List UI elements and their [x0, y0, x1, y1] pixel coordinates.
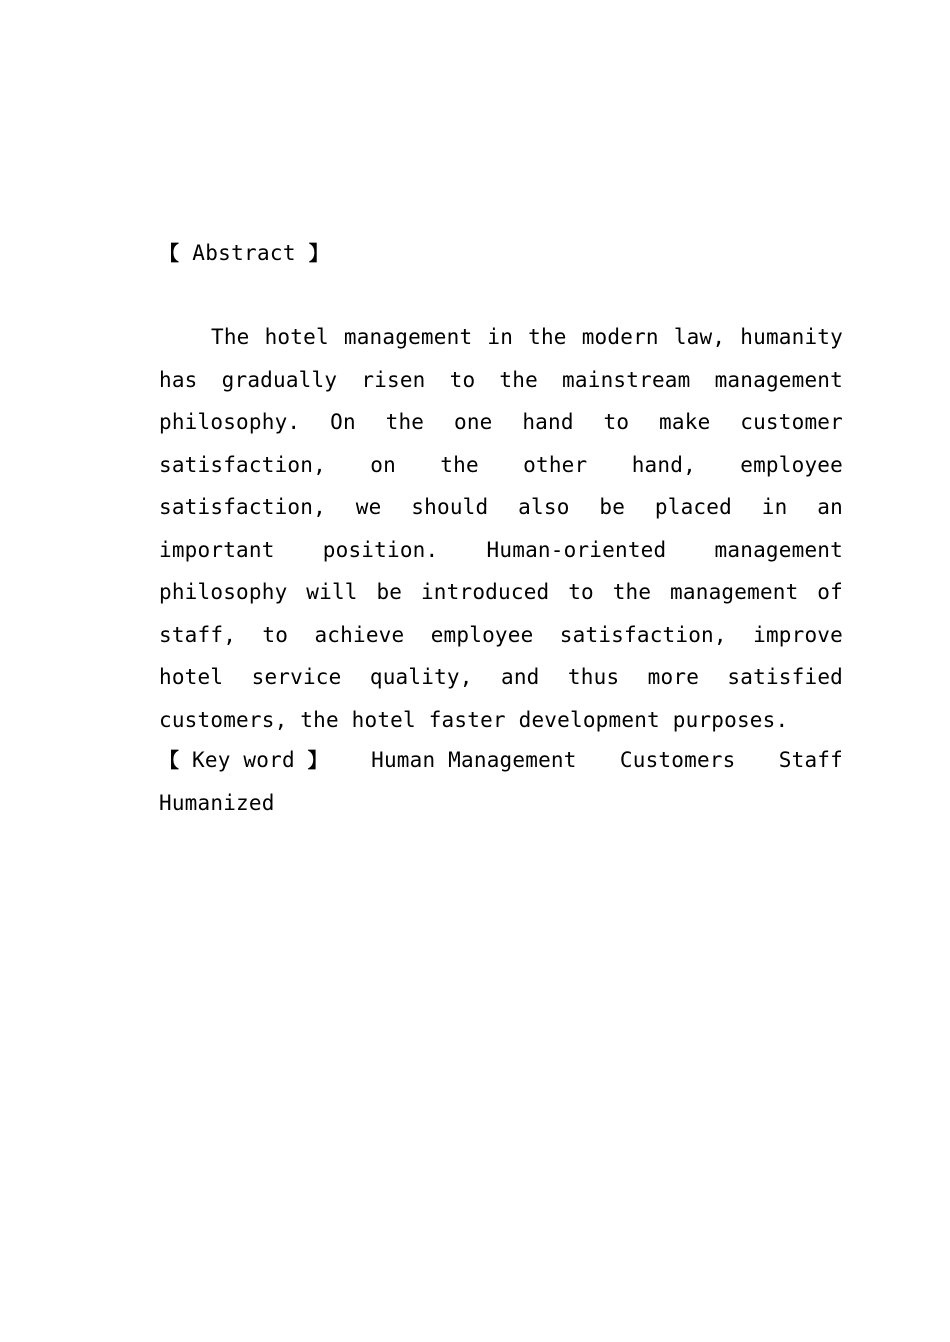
heading-bracket-open: 【	[159, 241, 180, 265]
heading-bracket-close: 】	[308, 241, 330, 265]
abstract-heading	[159, 236, 843, 270]
keywords-label	[159, 739, 328, 782]
abstract-body: The hotel management in the modern law, humanity has gradually risen to the mainstream management philosophy. On the one hand to make customer satisfaction, on the other hand, employee satisfaction, we should also be placed in an important position. Human-oriented management philosophy will be introduced to the management of staff, to achieve employee satisfaction, improve hotel service quality, and thus more satisfied customers, the hotel faster development purposes.	[159, 325, 843, 732]
keywords-bracket-close: 】	[307, 748, 328, 772]
abstract-title: Abstract	[192, 241, 296, 265]
keyword-item: Human Management	[371, 748, 577, 772]
abstract-section	[159, 236, 843, 824]
keywords-line	[159, 739, 843, 782]
keywords-line-continued	[159, 782, 843, 825]
keyword-item: Customers	[619, 748, 736, 772]
keyword-item: Staff	[778, 748, 843, 772]
keywords-block	[159, 739, 843, 824]
keywords-bracket-open: 【	[159, 748, 180, 772]
keywords-label-text: Key word	[192, 748, 295, 772]
keyword-item: Humanized	[159, 790, 275, 815]
